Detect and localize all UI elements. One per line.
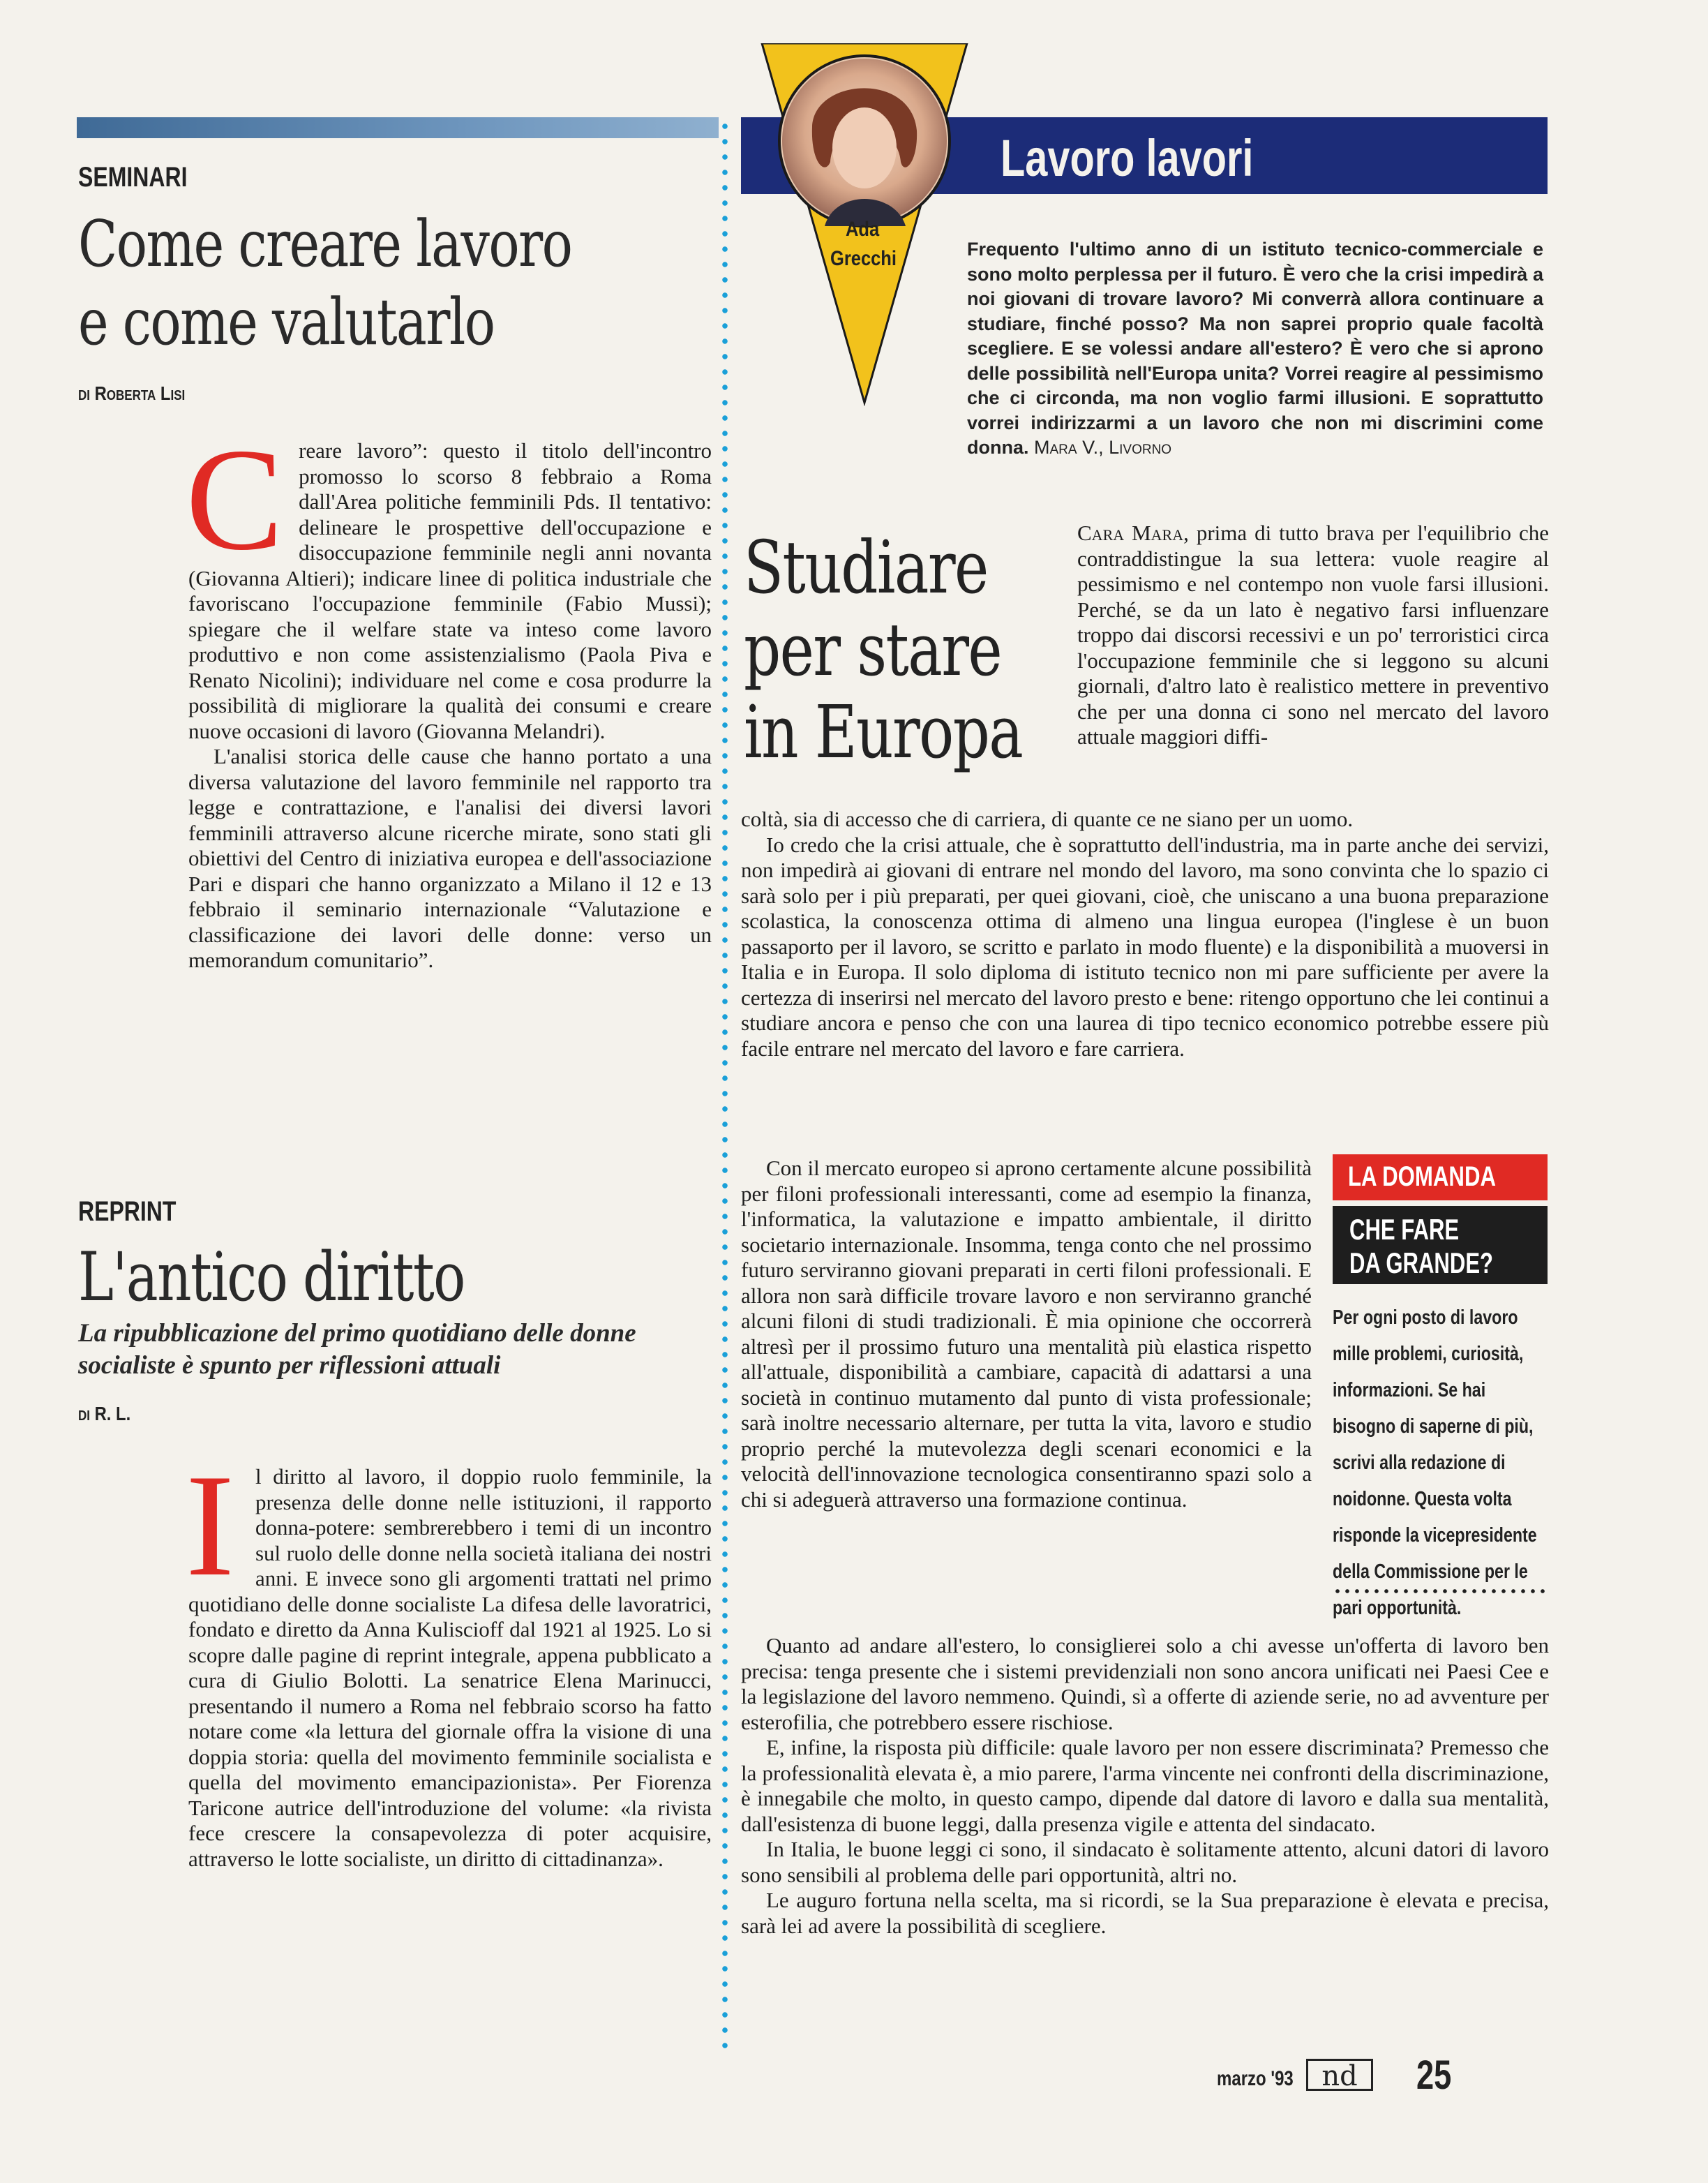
reply-intro-top-text: prima di tutto brava per l'equilibrio che contraddistingue la sua lettera: vuole reagire al pessimismo e nel contempo non vuole farsi illusioni. Perché, se da un lato è negativo farsi influenzare troppo dai discorsi recessivi e un po' terroristici circa l'occupazione femminile che si leggono su alcuni giornali, d'altro lato è realistico mettere in preventivo che per una donna ci sono nel mercato del lavoro attuale maggiori diffi- (1077, 521, 1550, 749)
article2-body (186, 1445, 712, 1872)
article2-paragraph-1: l diritto al lavoro, il doppio ruolo femminile, la presenza delle donne nelle istituzioni, il rapporto donna-potere: sembrerebbero i temi di un incontro sul ruolo delle donne nella società italiana dei nostri anni. E invece sono gli argomenti trattati nel primo quotidiano delle donne socialiste La difesa delle lavoratrici, fondato e diretto da Anna Kuliscioff dal 1921 al 1925. Lo si scopre dalle pagine di reprint integrale, appena pubblicato a cura di Giulio Bolotti. La senatrice Elena Marinucci, presentando il numero a Roma nel febbraio scorso ha fatto notare come «la lettura del giornale offra la visione di una doppia storia: quella del movimento femminile socialista e quella del movimento emancipazionista». Per Fiorenza Taricone autrice dell'introduzione del volume: «la rivista fece crescere la consapevolezza di poter acquisire, attraverso le lotte socialiste, un diritto di cittadinanza». (188, 1464, 712, 1871)
reply-body-lower (741, 1633, 1549, 1939)
sidebar-label: LA DOMANDA (1348, 1161, 1497, 1192)
kicker-seminari: SEMINARI (78, 162, 188, 193)
reply-intro-bottom: coltà, sia di accesso che di carriera, di quante ce ne siano per un uomo. (741, 807, 1354, 831)
reply-paragraph-2: Io credo che la crisi attuale, che è soprattutto dell'industria, ma in parte anche dei servizi, non impedirà ai giovani di entrare nel mondo del lavoro, ma sono convinta che lo spazio ci sarà solo per i più preparati, per quei giovani, cioè, che uniscano a una buona preparazione scolastica, la conoscenza ottima di almeno una lingua europea (l'inglese è un buon passaporto per il lavoro, se scritto e parlato in modo fluente) e la disponibilità a muoversi in Italia e in Europa. Il solo diploma di istituto tecnico non mi pare sufficiente per avere la certezza di inserirsi nel mercato del lavoro presto e bene: ritengo opportuno che lei continui a studiare ancora e penso che con una laurea di tipo tecnico economico potrebbe essere più facile entrare nel mercato del lavoro e fare carriera. (741, 832, 1549, 1061)
reply-paragraph-5: E, infine, la risposta più difficile: quale lavoro per non essere discriminata? Premesso che la professionalità elevata è, a mio parere, l'arma vincente nei confronti della discriminazione, è innegabile che molto, in questo campo, dipende dal datore di lavoro e dalla sua mentalità, dall'esistenza di buone leggi, dalla presenza vigile e attenta del sindacato. (741, 1735, 1549, 1836)
reply-paragraph-7: Le auguro fortuna nella scelta, ma si ricordi, se la Sua preparazione è elevata e precisa, sarà lei ad avere la possibilità di scegliere. (741, 1888, 1549, 1938)
top-rule-bar (77, 117, 719, 138)
article1-body (186, 419, 712, 974)
reply-headline-line2: per stare (744, 607, 1002, 692)
footer-logo: nd (1306, 2059, 1373, 2091)
reply-paragraph-3: Con il mercato europeo si aprono certamente alcune possibilità per filoni professionali interessanti, come ad esempio la finanza, l'informatica, la valutazione e impatto ambientale, il diritto societario internazionale. Insomma, tenga conto che nel prossimo futuro serviranno giovani preparati in certi filoni professionali. E allora non sarà difficile trovare lavoro e non serviranno granché alcuni filoni di studi tradizionali. È mia opinione che occorrerà altresì per il prossimo futuro una mentalità più elastica rispetto all'attuale, disponibilità a cambiare, capacità di adattarsi a una società in continuo mutamento dal punto di vista professionale; sarà inoltre necessario alternare, per tutta la vita, lavoro e studio proprio perché la mutevolezza degli scenari economici e la velocità dell'innovazione tecnologica consentiranno spazi solo a chi si adeguerà attraverso una formazione continua. (741, 1156, 1312, 1512)
sidebar-question-line2: DA GRANDE? (1349, 1246, 1494, 1279)
article2-byline: di R. L. (78, 1403, 131, 1424)
reply-paragraph-4: Quanto ad andare all'estero, lo consiglierei solo a chi avesse un'offerta di lavoro ben precisa: tenga presente che i sistemi previdenziali non sono ancora unificati nei Paesi Cee e la legislazione del lavoro nemmeno. Quindi, sì a offerte di aziende serie, no ad avventure per esterofilia, che potrebbero essere rischiose. (741, 1633, 1549, 1734)
footer-date: marzo '93 (1217, 2067, 1294, 2090)
article2-subtitle: La ripubblicazione del primo quotidiano delle donne socialiste è spunto per riflessioni attuali (78, 1319, 636, 1380)
reply-headline-line1: Studiare (744, 525, 988, 610)
reader-letter-text: Frequento l'ultimo anno di un istituto tecnico-commerciale e sono molto perplessa per il futuro. È vero che la crisi impedirà a noi giovani di trovare lavoro? Mi converrà allora continuare a studiare, finché posso? Ma non saprei proprio quale facoltà scegliere. E se volessi andare all'estero? È vero che si aprono delle possibilità nell'Europa unita? Vorrei reagire al pessimismo che ci circonda, ma non voglio farmi illusioni. E soprattutto vorrei indirizzarmi a un lavoro che non mi discrimini come donna. (967, 239, 1543, 458)
article1-byline: di Roberta Lisi (78, 382, 186, 404)
reply-paragraph-6: In Italia, le buone leggi ci sono, il sindacato è solitamente attento, alcuni datori di lavoro sono sensibili al problema delle pari opportunità, altri no. (741, 1837, 1549, 1887)
sidebar-text: Per ogni posto di lavoro mille problemi, curiosità, informazioni. Se hai bisogno di saperne di più, scrivi alla redazione di noidonne. Questa volta risponde la vicepresidente della Commissione per le pari opportunità. (1333, 1306, 1537, 1619)
reply-body-wide (741, 807, 1549, 1061)
sidebar-dotted-rule (1333, 1588, 1548, 1594)
column-divider (721, 119, 728, 2052)
article2-title: L'antico diritto (78, 1238, 465, 1316)
sidebar-question-line1: CHE FARE (1349, 1213, 1460, 1246)
reader-letter-signature: Mara V., Livorno (1034, 437, 1172, 458)
reply-body-narrow (741, 1156, 1312, 1512)
article1-paragraph-2: L'analisi storica delle cause che hanno portato a una diversa valutazione del lavoro femminile nel rapporto tra legge e contrattazione, e l'analisi dei diversi lavori femminili attraverso alcune ricerche mirate, sono stati gli obiettivi del Centro di iniziativa europea e dell'associazione Pari e dispari che hanno organizzato a Milano il 12 e 13 febbraio il seminario internazionale “Valutazione e classificazione dei lavori delle donne: verso un memorandum comunitario”. (188, 744, 712, 972)
reader-letter (967, 237, 1543, 461)
kicker-reprint: REPRINT (78, 1196, 177, 1227)
reply-intro-top (1077, 521, 1549, 750)
reply-headline-line3: in Europa (744, 690, 1023, 775)
article1-title-line1: Come creare lavoro (78, 207, 572, 281)
article1-title-line2: e come valutarlo (78, 285, 495, 359)
columnist-last-name: Grecchi (830, 247, 897, 270)
article2-dropcap: I (186, 1445, 234, 1607)
column-title: Lavoro lavori (1001, 129, 1254, 187)
reply-salutation: Cara Mara, (1077, 521, 1189, 545)
article1-paragraph-1: reare lavoro”: questo il titolo dell'incontro promosso lo scorso 8 febbraio a Roma dall'Area politiche femminili Pds. Il tentativo: delineare le prospettive dell'occupazione e disoccupazione femminile negli anni novanta (Giovanna Altieri); indicare linee di politica industriale che favoriscano l'occupazione femminile (Fabio Mussi); spiegare che il welfare state va inteso come lavoro produttivo e non come assistenzialismo (Paola Piva e Renato Nicolini); individuare nel come e cosa produrre la possibilità di migliorare la qualità dei consumi e creare nuove occasioni di lavoro (Giovanna Melandri). (188, 438, 712, 743)
columnist-first-name: Ada (846, 218, 880, 241)
article1-dropcap: C (186, 419, 284, 581)
footer-page-number: 25 (1416, 2052, 1452, 2098)
